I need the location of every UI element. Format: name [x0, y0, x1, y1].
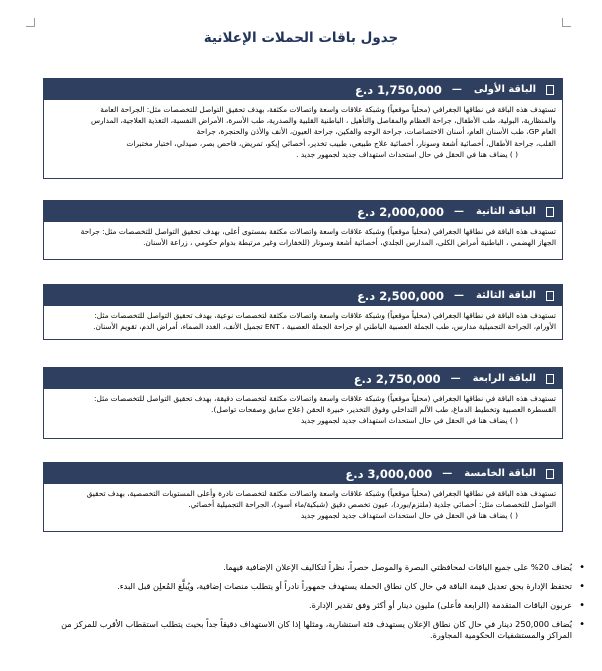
description-line: تستهدف هذه الباقة في نطاقها الجغرافي (محلياً موقعياً) وشبكة علاقات واسعة واتصالات مكثفة لتخصصات نوعية، بهدف تحقيق التواصل للتخصصات مثل: — [94, 311, 556, 320]
package-price: 2,750,000 د.ع — [353, 371, 441, 386]
package-header — [44, 285, 562, 306]
package-3 — [43, 284, 563, 340]
package-note: ( ) يضاف هنا في الحقل في حال استحداث استهداف جديد لجمهور جديد . — [296, 149, 518, 159]
package-description — [44, 306, 562, 334]
package-name: الباقة الثالثة — [475, 290, 536, 301]
description-line: تستهدف هذه الباقة في نطاقها الجغرافي (محلياً موقعياً) وشبكة علاقات واسعة واتصالات مكثفة بمستوى أعلى، بهدف تحقيق التواصل للتخصصات مثل: جراحة — [80, 227, 556, 236]
crop-mark-top-right — [562, 18, 571, 27]
package-description — [44, 100, 562, 162]
notes-list — [42, 562, 586, 649]
package-description — [44, 222, 562, 250]
package-note: ( ) يضاف هنا في الحقل في حال استحداث استهداف جديد لجمهور جديد — [300, 511, 518, 521]
checkbox-icon — [546, 291, 554, 301]
checkbox-icon — [546, 374, 554, 384]
description-line: والمنظارية، البولية، طب الأطفال، جراحة العظام والمفاصل والتأهيل ، الباطنية القلبية والصدرية، طب الأسرة، الأمراض النفسية، التغذية العلاجية، المدارس — [91, 116, 556, 126]
dash-separator: — — [453, 290, 464, 301]
package-name: الباقة الأولى — [473, 84, 536, 95]
package-name: الباقة الثانية — [475, 206, 536, 217]
package-description — [44, 389, 562, 429]
checkbox-icon — [546, 207, 554, 217]
package-price: 1,750,000 د.ع — [355, 82, 442, 97]
checkbox-icon — [546, 469, 554, 479]
description-line: الجهاز الهضمي ، الباطنية أمراض الكلى، المدارس الجلدي، أخصائية أشعة وسونار (للخفارات وغير مرتبطة بدوام حكومي ، زراعة الأسنان. — [143, 238, 556, 248]
dash-separator: — — [451, 84, 462, 95]
package-note: ( ) يضاف هنا في الحقل في حال استحداث استهداف جديد لجمهور جديد — [300, 416, 518, 426]
package-description — [44, 484, 562, 524]
checkbox-icon — [546, 85, 554, 95]
description-line: التواصل للتخصصات مثل: أخصائي جلدية (ملتزم/بورد)، عيون تخصص دقيق (شبكية/ماء أسود)، الجراحة التجميلية أخصائي. — [188, 500, 556, 510]
package-header — [44, 201, 562, 222]
package-1 — [43, 78, 563, 179]
description-line: تستهدف هذه الباقة في نطاقها الجغرافي (محلياً موقعياً) وشبكة علاقات واسعة واتصالات مكثفة لتخصصات نادرة وأعلى المستويات التخصصية، بهدف تحقيق — [86, 489, 556, 498]
description-line: القلب، جراحة الأطفال، أخصائية أشعة وسونار، أخصائية علاج طبيعي، طبيب تخدير، أخصائي إيكو، تمريض، فاحص بصر، صيدلي، اختبار مختبرات — [126, 138, 556, 148]
document-title: جدول باقات الحملات الإعلانية — [203, 30, 399, 46]
description-line: العام GP، طب الأسنان العام، أسنان الاختصاصات، جراحة الوجه والفكين، جراحة العيون، الأنف والأذن والحنجرة، جراحة — [196, 127, 556, 137]
package-2 — [43, 200, 563, 260]
package-header — [44, 79, 562, 100]
note-item: • عربون الباقات المتقدمة (الرابعة فأعلى) مليون دينار أو أكثر وفق تقدير الإدارة. — [42, 600, 572, 611]
package-name: الباقة الرابعة — [472, 373, 536, 384]
package-4 — [43, 367, 563, 439]
description-line: تستهدف هذه الباقة في نطاقها الجغرافي (محلياً موقعياً) وشبكة علاقات واسعة واتصالات مكثفة لتخصصات دقيقة، بهدف تحقيق التواصل للتخصصات مثل: — [94, 394, 556, 403]
note-item: • تحتفظ الإدارة بحق تعديل قيمة الباقة في حال كان نطاق الحملة يستهدف جمهوراً نادراً أو يتطلب منصات إضافية، ويُبلَّغ المُعلِن قبل البدء. — [42, 581, 572, 592]
dash-separator: — — [453, 206, 464, 217]
description-line: الأورام، الجراحة التجميلية مدارس، طب الجملة العصبية الباطني او جراحة الجملة العصبية ، ENT تجميل الأنف، الغدد الصماء، أمراض الدم، تقويم الأسنان. — [93, 322, 556, 332]
package-price: 2,500,000 د.ع — [357, 288, 444, 303]
package-price: 2,000,000 د.ع — [357, 204, 444, 219]
description-line: تستهدف هذه الباقة في نطاقها الجغرافي (محلياً موقعياً) وشبكة علاقات واسعة واتصالات مكثفة، بهدف تحقيق التواصل للتخصصات مثل: الجراحة العامة — [100, 105, 556, 114]
note-item: • يُضاف 250,000 دينار في حال كان نطاق الإعلان يستهدف فئة استشارية، ومثلها إذا كان الاستهداف دقيقاً جداً بحيث يتطلب استقطاب الأقرب للمركز من المراكز والمستشفيات الحكومية المجاورة. — [42, 619, 572, 641]
description-line: القسطرة العصبية وتخطيط الدماغ، طب الألم التداخلي وفوق التخدير، خبيرة الحقن (علاج سابق وصفحات تواصل). — [211, 405, 556, 415]
package-price: 3,000,000 د.ع — [345, 466, 433, 481]
package-5 — [43, 462, 563, 532]
package-header — [44, 368, 562, 389]
dash-separator: — — [450, 373, 461, 384]
package-header — [44, 463, 562, 484]
note-item: • يُضاف 20% على جميع الباقات لمحافظتي البصرة والموصل حصراً، نظراً لتكاليف الإعلان الإضافية فيهما. — [42, 562, 572, 573]
dash-separator: — — [442, 468, 453, 479]
package-name: الباقة الخامسة — [464, 468, 536, 479]
crop-mark-top-left — [26, 18, 35, 27]
